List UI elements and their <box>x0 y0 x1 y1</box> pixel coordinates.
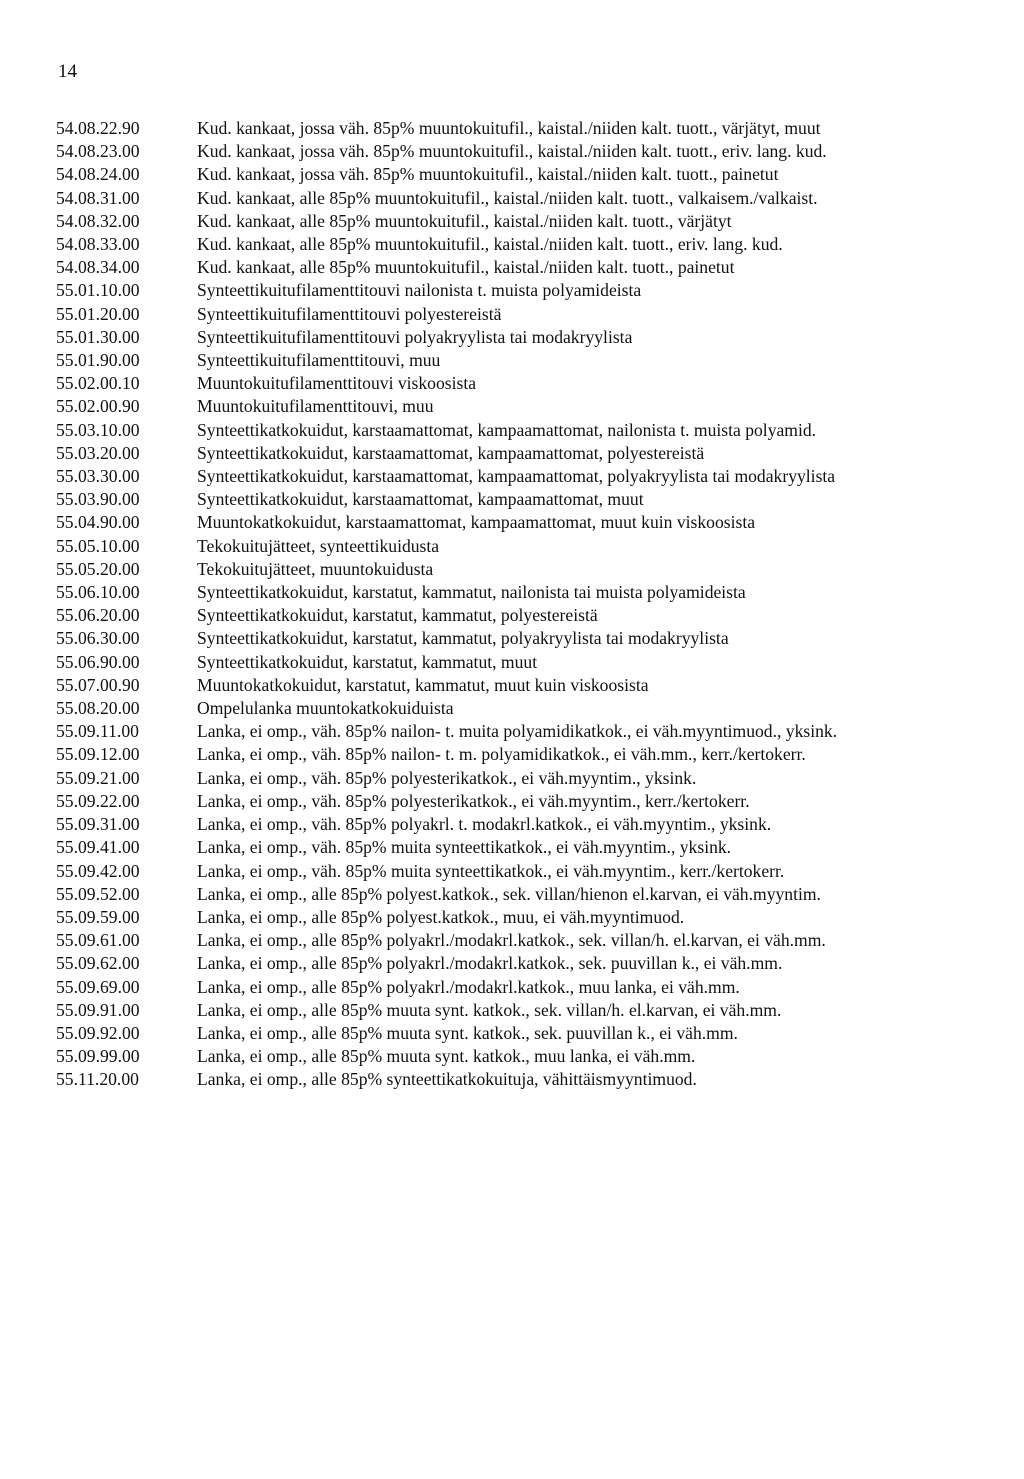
list-item <box>56 488 968 511</box>
tariff-code: 55.03.30.00 <box>56 466 140 487</box>
tariff-code: 55.05.20.00 <box>56 558 140 579</box>
list-item <box>56 535 968 558</box>
tariff-description: Lanka, ei omp., alle 85p% muuta synt. katkok., muu lanka, ei väh.mm. <box>197 1046 696 1067</box>
tariff-code: 55.09.69.00 <box>56 976 140 997</box>
tariff-code: 54.08.22.90 <box>56 118 140 138</box>
list-item <box>56 581 968 604</box>
tariff-description: Lanka, ei omp., alle 85p% muuta synt. katkok., sek. puuvillan k., ei väh.mm. <box>197 1022 738 1043</box>
tariff-description: Synteettikuitufilamenttitouvi polyestereistä <box>197 303 502 324</box>
tariff-code: 55.09.41.00 <box>56 837 140 858</box>
tariff-code: 54.08.24.00 <box>56 164 140 185</box>
tariff-description: Kud. kankaat, alle 85p% muuntokuitufil., kaistal./niiden kalt. tuott., valkaisem./valkaist. <box>197 187 818 208</box>
list-item <box>56 697 968 720</box>
list-item <box>56 395 968 418</box>
tariff-description: Kud. kankaat, jossa väh. 85p% muuntokuitufil., kaistal./niiden kalt. tuott., painetut <box>197 164 779 185</box>
tariff-code: 55.03.10.00 <box>56 419 140 440</box>
list-item <box>56 117 968 140</box>
tariff-code: 55.06.30.00 <box>56 628 140 649</box>
list-item <box>56 140 968 163</box>
tariff-description: Synteettikuitufilamenttitouvi polyakryylista tai modakryylista <box>197 326 633 347</box>
tariff-code: 55.09.21.00 <box>56 767 140 788</box>
tariff-code: 55.09.52.00 <box>56 883 140 904</box>
list-item <box>56 1045 968 1068</box>
tariff-description: Synteettikatkokuidut, karstatut, kammatut, polyestereistä <box>197 605 598 626</box>
tariff-description: Synteettikatkokuidut, karstatut, kammatut, polyakryylista tai modakryylista <box>197 628 729 649</box>
list-item <box>56 279 968 302</box>
list-item <box>56 256 968 279</box>
tariff-description: Lanka, ei omp., alle 85p% muuta synt. katkok., sek. villan/h. el.karvan, ei väh.mm. <box>197 999 782 1020</box>
tariff-description: Synteettikatkokuidut, karstaamattomat, kampaamattomat, polyakryylista tai modakryylista <box>197 466 836 487</box>
list-item <box>56 1068 968 1091</box>
list-item <box>56 651 968 674</box>
tariff-code: 55.02.00.90 <box>56 396 140 417</box>
list-item <box>56 326 968 349</box>
tariff-description: Synteettikatkokuidut, karstaamattomat, kampaamattomat, polyestereistä <box>197 442 705 463</box>
tariff-code: 55.09.22.00 <box>56 790 140 811</box>
tariff-code: 55.05.10.00 <box>56 535 140 556</box>
tariff-code: 54.08.34.00 <box>56 257 140 278</box>
page-number: 14 <box>58 61 77 82</box>
list-item <box>56 419 968 442</box>
list-item <box>56 767 968 790</box>
list-item <box>56 836 968 859</box>
tariff-code: 55.02.00.10 <box>56 373 140 394</box>
tariff-code: 55.04.90.00 <box>56 512 140 533</box>
list-item <box>56 860 968 883</box>
tariff-description: Lanka, ei omp., väh. 85p% polyesterikatkok., ei väh.myyntim., yksink. <box>197 767 697 788</box>
tariff-code: 55.03.20.00 <box>56 442 140 463</box>
tariff-description: Synteettikuitufilamenttitouvi, muu <box>197 350 441 371</box>
tariff-description: Muuntokuitufilamenttitouvi, muu <box>197 396 434 417</box>
tariff-description: Lanka, ei omp., väh. 85p% polyakrl. t. modakrl.katkok., ei väh.myyntim., yksink. <box>197 814 772 835</box>
list-item <box>56 163 968 186</box>
tariff-description: Muuntokatkokuidut, karstatut, kammatut, muut kuin viskoosista <box>197 674 649 695</box>
list-item <box>56 976 968 999</box>
list-item <box>56 604 968 627</box>
tariff-description: Synteettikatkokuidut, karstaamattomat, kampaamattomat, muut <box>197 489 644 510</box>
list-item <box>56 372 968 395</box>
tariff-code: 55.09.62.00 <box>56 953 140 974</box>
tariff-description: Lanka, ei omp., alle 85p% polyakrl./modakrl.katkok., muu lanka, ei väh.mm. <box>197 976 740 997</box>
tariff-code: 55.01.10.00 <box>56 280 140 301</box>
list-item <box>56 511 968 534</box>
tariff-code: 55.06.10.00 <box>56 582 140 603</box>
tariff-code-list <box>56 117 968 1092</box>
tariff-description: Synteettikuitufilamenttitouvi nailonista t. muista polyamideista <box>197 280 642 301</box>
tariff-code: 55.09.99.00 <box>56 1046 140 1067</box>
tariff-description: Lanka, ei omp., alle 85p% polyest.katkok., sek. villan/hienon el.karvan, ei väh.myyntim. <box>197 883 821 904</box>
tariff-code: 54.08.32.00 <box>56 210 140 231</box>
list-item <box>56 883 968 906</box>
tariff-description: Kud. kankaat, alle 85p% muuntokuitufil., kaistal./niiden kalt. tuott., eriv. lang. kud. <box>197 234 783 255</box>
tariff-description: Muuntokatkokuidut, karstaamattomat, kampaamattomat, muut kuin viskoosista <box>197 512 756 533</box>
tariff-description: Lanka, ei omp., alle 85p% synteettikatkokuituja, vähittäismyyntimuod. <box>197 1069 697 1090</box>
list-item <box>56 929 968 952</box>
list-item <box>56 720 968 743</box>
tariff-description: Lanka, ei omp., alle 85p% polyakrl./modakrl.katkok., sek. puuvillan k., ei väh.mm. <box>197 953 783 974</box>
tariff-description: Synteettikatkokuidut, karstatut, kammatut, nailonista tai muista polyamideista <box>197 582 746 603</box>
tariff-code: 54.08.33.00 <box>56 234 140 255</box>
tariff-description: Lanka, ei omp., väh. 85p% polyesterikatkok., ei väh.myyntim., kerr./kertokerr. <box>197 790 750 811</box>
tariff-description: Muuntokuitufilamenttitouvi viskoosista <box>197 373 477 394</box>
tariff-code: 55.09.31.00 <box>56 814 140 835</box>
tariff-description: Synteettikatkokuidut, karstatut, kammatut, muut <box>197 651 538 672</box>
tariff-code: 55.09.11.00 <box>56 721 139 742</box>
list-item <box>56 465 968 488</box>
list-item <box>56 1022 968 1045</box>
tariff-code: 54.08.23.00 <box>56 141 140 162</box>
list-item <box>56 558 968 581</box>
tariff-description: Lanka, ei omp., alle 85p% polyakrl./modakrl.katkok., sek. villan/h. el.karvan, ei väh.mm. <box>197 930 826 951</box>
tariff-code: 55.07.00.90 <box>56 674 140 695</box>
tariff-description: Kud. kankaat, jossa väh. 85p% muuntokuitufil., kaistal./niiden kalt. tuott., värjätyt, muut <box>197 118 821 138</box>
tariff-code: 55.03.90.00 <box>56 489 140 510</box>
list-item <box>56 790 968 813</box>
tariff-description: Kud. kankaat, jossa väh. 85p% muuntokuitufil., kaistal./niiden kalt. tuott., eriv. lang. kud. <box>197 141 827 162</box>
tariff-description: Ompelulanka muuntokatkokuiduista <box>197 698 454 719</box>
tariff-description: Lanka, ei omp., väh. 85p% nailon- t. muita polyamidikatkok., ei väh.myyntimuod., yksink. <box>197 721 838 742</box>
list-item <box>56 813 968 836</box>
list-item <box>56 233 968 256</box>
tariff-code: 55.09.59.00 <box>56 906 140 927</box>
list-item <box>56 303 968 326</box>
tariff-code: 55.06.20.00 <box>56 605 140 626</box>
tariff-description: Lanka, ei omp., väh. 85p% muita synteettikatkok., ei väh.myyntim., yksink. <box>197 837 732 858</box>
list-item <box>56 627 968 650</box>
tariff-description: Lanka, ei omp., väh. 85p% nailon- t. m. polyamidikatkok., ei väh.mm., kerr./kertokerr. <box>197 744 806 765</box>
list-item <box>56 187 968 210</box>
tariff-code: 55.08.20.00 <box>56 698 140 719</box>
tariff-code: 55.09.42.00 <box>56 860 140 881</box>
list-item <box>56 743 968 766</box>
tariff-code: 55.01.90.00 <box>56 350 140 371</box>
tariff-code: 55.06.90.00 <box>56 651 140 672</box>
tariff-code: 55.01.20.00 <box>56 303 140 324</box>
tariff-description: Synteettikatkokuidut, karstaamattomat, kampaamattomat, nailonista t. muista polyamid. <box>197 419 817 440</box>
tariff-code: 55.09.91.00 <box>56 999 140 1020</box>
tariff-code: 55.09.92.00 <box>56 1022 140 1043</box>
tariff-code: 55.11.20.00 <box>56 1069 139 1090</box>
list-item <box>56 349 968 372</box>
list-item <box>56 210 968 233</box>
tariff-description: Kud. kankaat, alle 85p% muuntokuitufil., kaistal./niiden kalt. tuott., värjätyt <box>197 210 732 231</box>
tariff-code: 55.09.12.00 <box>56 744 140 765</box>
list-item <box>56 674 968 697</box>
tariff-description: Lanka, ei omp., alle 85p% polyest.katkok., muu, ei väh.myyntimuod. <box>197 906 685 927</box>
tariff-description: Lanka, ei omp., väh. 85p% muita synteettikatkok., ei väh.myyntim., kerr./kertokerr. <box>197 860 785 881</box>
list-item <box>56 906 968 929</box>
tariff-description: Kud. kankaat, alle 85p% muuntokuitufil., kaistal./niiden kalt. tuott., painetut <box>197 257 735 278</box>
list-item <box>56 999 968 1022</box>
tariff-code: 55.09.61.00 <box>56 930 140 951</box>
list-item <box>56 952 968 975</box>
tariff-code: 54.08.31.00 <box>56 187 140 208</box>
list-item <box>56 442 968 465</box>
tariff-description: Tekokuitujätteet, muuntokuidusta <box>197 558 434 579</box>
tariff-code: 55.01.30.00 <box>56 326 140 347</box>
tariff-description: Tekokuitujätteet, synteettikuidusta <box>197 535 440 556</box>
